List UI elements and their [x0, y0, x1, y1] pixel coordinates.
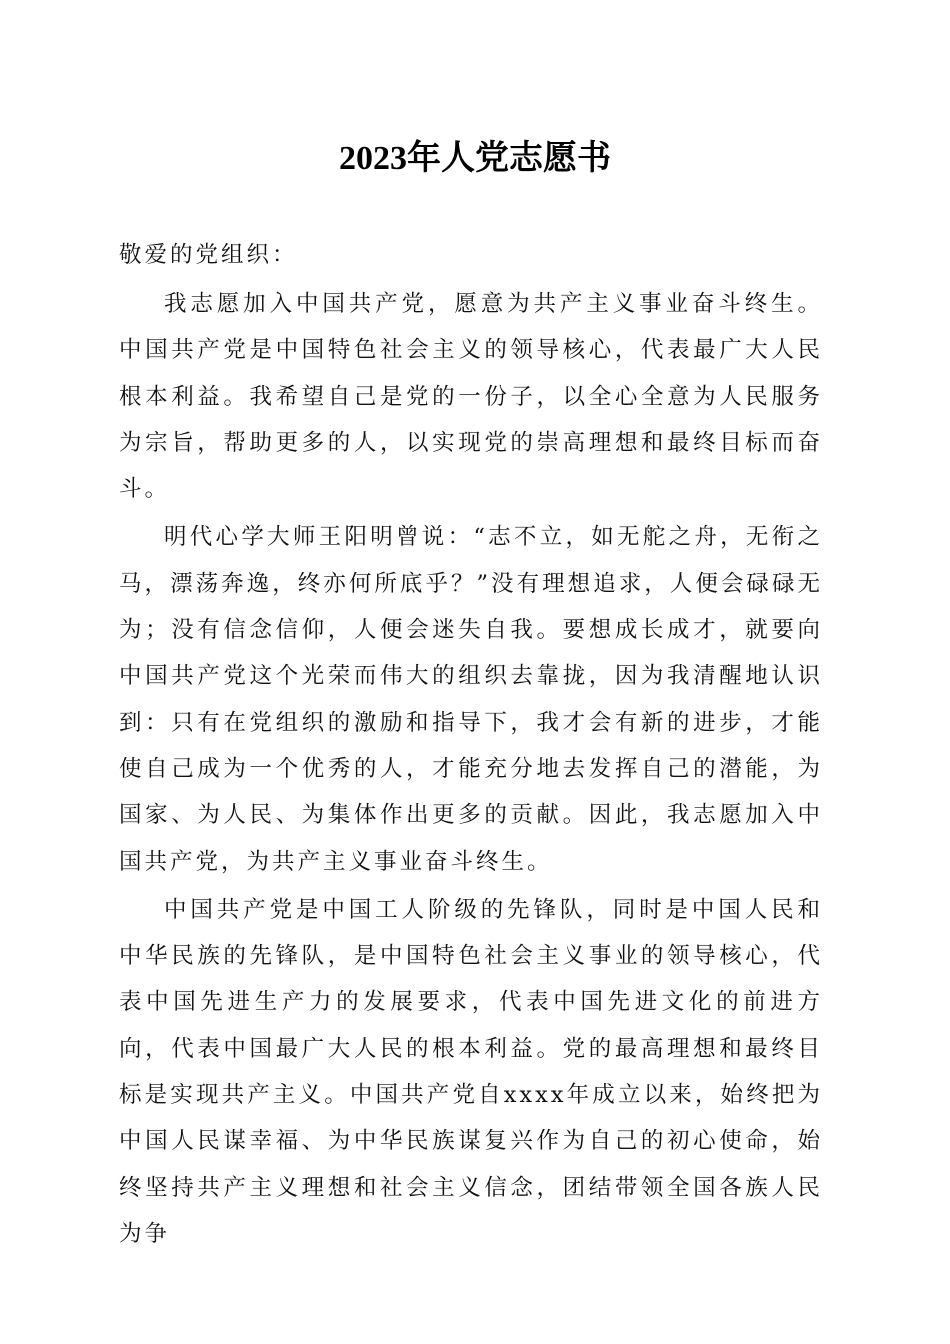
paragraph-3: 中国共产党是中国工人阶级的先锋队，同时是中国人民和中华民族的先锋队，是中国特色社会主义事业的领导核心，代表中国先进生产力的发展要求，代表中国先进文化的前进方向，代表中国最广大人民的根本利益。党的最高理想和最终目标是实现共产主义。中国共产党自xxxx年成立以来，始终把为中国人民谋幸福、为中华民族谋复兴作为自己的初心使命，始终坚持共产主义理想和社会主义信念，团结带领全国各族人民为争	[119, 896, 823, 1247]
paragraph-1: 我志愿加入中国共产党，愿意为共产主义事业奋斗终生。中国共产党是中国特色社会主义的领导核心，代表最广大人民根本利益。我希望自己是党的一份子，以全心全意为人民服务为宗旨，帮助更多的人，以实现党的崇高理想和最终目标而奋斗。	[119, 291, 823, 503]
paragraph-2: 明代心学大师王阳明曾说：“志不立，如无舵之舟，无衔之马，漂荡奔逸，终亦何所底乎？”没有理想追求，人便会碌碌无为；没有信念信仰，人便会迷失自我。要想成长成才，就要向中国共产党这个光荣而伟大的组织去靠拢，因为我清醒地认识到：只有在党组织的激励和指导下，我才会有新的进步，才能使自己成为一个优秀的人，才能充分地去发挥自己的潜能，为国家、为人民、为集体作出更多的贡献。因此，我志愿加入中国共产党，为共产主义事业奋斗终生。	[119, 524, 823, 875]
salutation: 敬爱的党组织：	[119, 242, 298, 268]
document-title: 2023年人党志愿书	[339, 140, 611, 177]
document-body	[119, 231, 823, 1257]
